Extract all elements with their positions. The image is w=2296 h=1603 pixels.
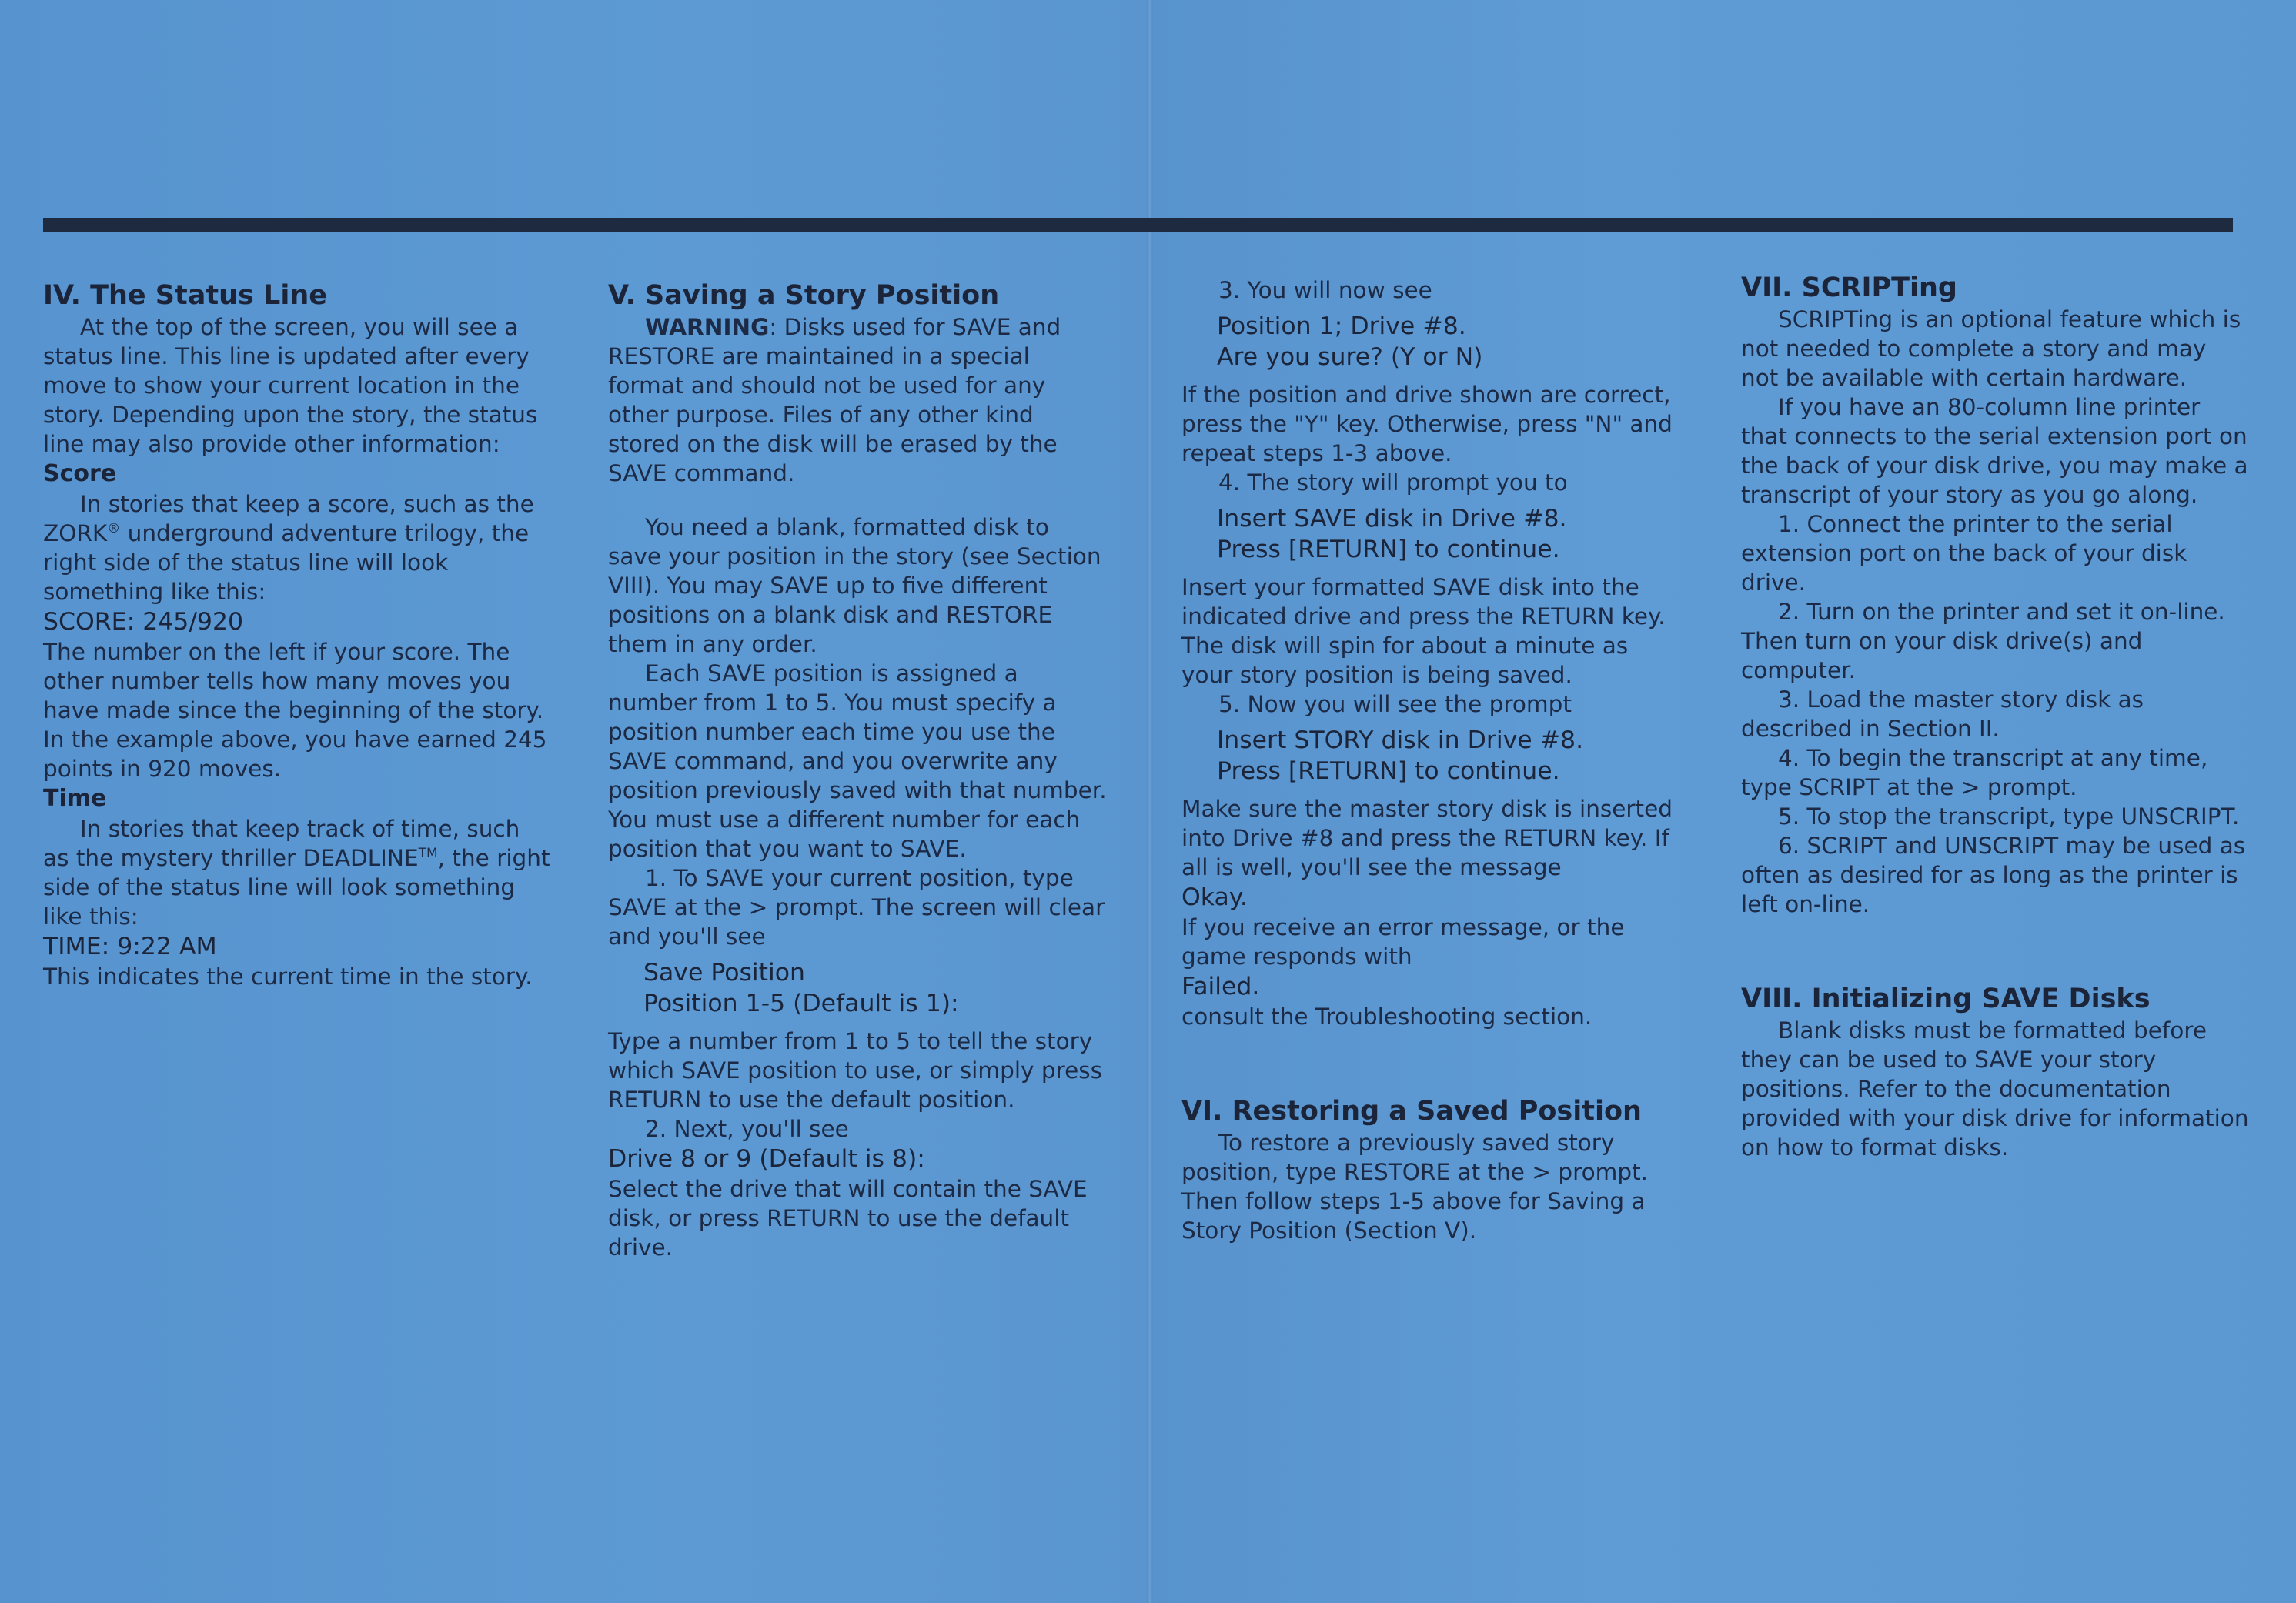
screen-line: Position 1; Drive #8. [1217,312,1466,340]
screen-drive: Drive 8 or 9 (Default is 8): [608,1145,925,1173]
screen-line: Save Position [643,959,805,987]
subheading-time: Time [43,785,107,812]
center-fold [1147,0,1153,1603]
screen-insert-save [1217,503,1682,565]
column-saving [608,279,1108,1262]
spacer [608,488,1108,513]
section-heading-scripting: VII. SCRIPTing [1741,272,1957,303]
saving-step2: 2. Next, you'll see [645,1116,849,1142]
section-heading-restoring: VI. Restoring a Saved Position [1181,1096,1642,1127]
saving-p6: Insert your formatted SAVE disk into the indicated drive and press the RETURN key. The disk will spin for about a minute as your story position is being saved. [1181,574,1666,688]
screen-save-position [643,957,1108,1019]
scripting-p2: If you have an 80-column line printer that connects to the serial extension port on the back of your disk drive, you may make a transcript of your story as you go along. [1741,394,2248,508]
score-intro-pre: In stories that keep a score, such as the ZORK [43,491,534,546]
scripting-step6: 6. SCRIPT and UNSCRIPT may be used as often as desired for as long as the printer is left on-line. [1741,833,2246,917]
screen-line: Press [RETURN] to continue. [1217,536,1560,563]
scripting-step2: 2. Turn on the printer and set it on-line. Then turn on your disk drive(s) and computer. [1741,599,2225,683]
scripting-step4: 4. To begin the transcript at any time, type SCRIPT at the > prompt. [1741,745,2208,800]
column-saving-continued [1181,276,1682,1245]
score-explanation: The number on the left if your score. The other number tells how many moves you have made since the beginning of the story. In the example above, you have earned 245 points in 920 moves. [43,639,547,782]
scripting-p1: SCRIPTing is an optional feature which is not needed to complete a story and may not be available with certain hardware. [1741,306,2241,391]
time-intro-pre: In stories that keep track of time, such as the mystery thriller DEADLINE [43,816,520,871]
screen-line: Insert SAVE disk in Drive #8. [1217,505,1567,533]
saving-step3: 3. You will now see [1218,277,1432,303]
saving-step4: 4. The story will prompt you to [1218,469,1568,496]
section-heading-saving: V. Saving a Story Position [608,280,1000,311]
saving-p4: Select the drive that will contain the SAVE disk, or press RETURN to use the default drive. [608,1176,1088,1261]
saving-step5: 5. Now you will see the prompt [1218,691,1572,717]
spacer [1741,919,2249,982]
saving-p2: Each SAVE position is assigned a number from 1 to 5. You must specify a position number each time you use the SAVE command, and you overwrite any position previously saved with that number. You must use a different number for each position that you want to SAVE. [608,660,1107,862]
screen-line: Are you sure? (Y or N) [1217,343,1483,371]
column-status-line [43,279,551,991]
time-intro-post: , the right side of the status line will look something like this: [43,845,550,930]
score-sample: SCORE: 245/920 [43,608,244,636]
warning-label: WARNING [645,314,770,340]
screen-okay: Okay. [1181,883,1248,911]
screen-confirm [1217,311,1682,372]
screen-line: Position 1-5 (Default is 1): [643,990,959,1017]
status-line-intro: At the top of the screen, you will see a status line. This line is updated after every move to show your current location in the story. Depending upon the story, the status line may also provide other information: [43,314,538,457]
saving-p5: If the position and drive shown are correct, press the "Y" key. Otherwise, press "N" and repeat steps 1-3 above. [1181,382,1673,466]
screen-line: Insert STORY disk in Drive #8. [1217,726,1584,754]
screen-line: Press [RETURN] to continue. [1217,757,1560,785]
initializing-p1: Blank disks must be formatted before they can be used to SAVE your story positions. Refer to the documentation provided with your disk drive for information on how to format disks. [1741,1017,2249,1161]
section-heading-initializing: VIII. Initializing SAVE Disks [1741,984,2151,1014]
section-heading-status-line: IV. The Status Line [43,280,327,311]
spacer [1181,1031,1682,1094]
saving-step1: 1. To SAVE your current position, type SAVE at the > prompt. The screen will clear and you'll see [608,865,1105,950]
scripting-step5: 5. To stop the transcript, type UNSCRIPT. [1778,803,2240,830]
score-intro-post: underground adventure trilogy, the right side of the status line will look something like this: [43,520,530,605]
saving-p1: You need a blank, formatted disk to save your position in the story (see Section VIII). You may SAVE up to five different positions on a blank disk and RESTORE them in any order. [608,514,1101,657]
trademark: TM [418,846,438,862]
saving-p3: Type a number from 1 to 5 to tell the story which SAVE position to use, or simply press RETURN to use the default position. [608,1028,1102,1113]
registered-mark: ® [107,521,121,537]
warning-text: : Disks used for SAVE and RESTORE are maintained in a special format and should not be used for any other purpose. Files of any other kind stored on the disk will be erased by the SAVE command. [608,314,1061,486]
saving-p9: consult the Troubleshooting section. [1181,1004,1592,1030]
saving-warning [608,312,1108,488]
saving-p8: If you receive an error message, or the game responds with [1181,914,1625,970]
time-sample: TIME: 9:22 AM [43,933,217,960]
saving-p7: Make sure the master story disk is inserted into Drive #8 and press the RETURN key. If all is well, you'll see the message [1181,796,1673,880]
screen-insert-story [1217,725,1682,786]
scripting-step3: 3. Load the master story disk as described in Section II. [1741,686,2144,742]
scripting-step1: 1. Connect the printer to the serial extension port on the back of your disk drive. [1741,511,2187,596]
screen-failed: Failed. [1181,973,1260,1000]
column-scripting [1741,271,2249,1162]
time-explanation: This indicates the current time in the story. [43,963,533,990]
restoring-p1: To restore a previously saved story position, type RESTORE at the > prompt. Then follow steps 1-5 above for Saving a Story Position (Section V). [1181,1130,1649,1244]
header-rule [43,218,2233,232]
subheading-score: Score [43,460,117,487]
time-intro [43,814,551,931]
score-intro [43,489,551,606]
